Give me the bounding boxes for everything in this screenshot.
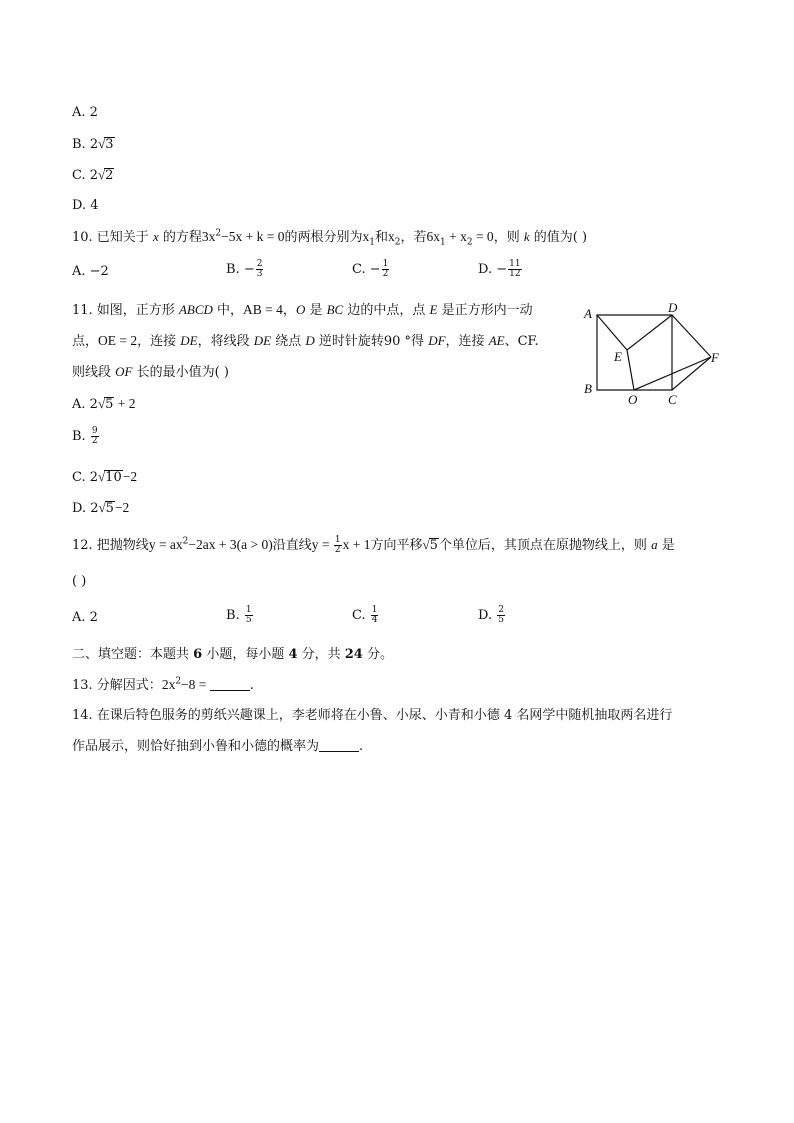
q13-stem: 13. 分解因式：$2x^2-8$ = . [72, 676, 254, 693]
q12-option-a: A. 2 [72, 610, 98, 625]
label-d: D [668, 300, 678, 315]
segment-de [627, 315, 672, 350]
q14-line2: 作品展示，则恰好抽到小鲁和小德的概率为 . [72, 739, 364, 754]
label-o: O [628, 392, 638, 407]
q12-stem: 12. 把抛物线$y = ax^2-2ax + 3(a > 0)$沿直线y = $\frac{1}{2}$ x + 1方向平移√5个单位后，其顶点在原抛物线上，则 a 是 [72, 535, 675, 555]
label-b: B [584, 381, 592, 396]
q10-stem: 10. 已知关于 x 的方程$3x^2-5x + k = 0$的两根分别为$x_1$和$x_2$，若$6x_1 + x_2 = 0$，则 k 的值为( ) [72, 228, 588, 248]
q11-line2: 点，OE = 2，连接 DE，将线段 DE 绕点 D 逆时针旋转90 °得 DF，连接 AE、CF. [72, 333, 539, 349]
q10-option-d: D. − $\frac{11}{12}$ [478, 259, 521, 279]
q14-line1: 14. 在课后特色服务的剪纸兴趣课上，李老师将在小鲁、小尿、小青和小德 4 名网学中随机抽取两名进行 [72, 708, 673, 723]
q9-option-c: C. 2√2 [72, 167, 114, 183]
segment-ae [597, 315, 627, 350]
segment-df [672, 315, 711, 357]
label-f: F [711, 350, 719, 365]
q11-option-a: A. 2√5 + 2 [72, 396, 136, 412]
q14-answer-blank[interactable] [319, 739, 359, 752]
q12-option-d: D. $\frac{2}{5}$ [478, 605, 504, 625]
q9-option-d: D. 4 [72, 198, 99, 213]
q12-option-c: C. $\frac{1}{4}$ [352, 605, 378, 625]
segment-fc [672, 357, 711, 390]
q11-option-d: D. 2√5−2 [72, 500, 130, 516]
q10-option-c: C. − $\frac{1}{2}$ [352, 259, 389, 279]
q12-option-b: B. $\frac{1}{5}$ [226, 605, 252, 625]
q12-paren: ( ) [72, 574, 87, 589]
q11-option-b: B. $\frac{9}{2}$ [72, 426, 98, 446]
segment-eo [627, 350, 634, 390]
q9-option-a: A. 2 [72, 105, 98, 120]
label-a: A [584, 306, 592, 321]
q11-line3: 则线段 OF 长的最小值为( ) [72, 364, 229, 380]
label-e: E [614, 349, 622, 364]
q13-answer-blank[interactable] [210, 678, 250, 691]
section-2-header: 二、填空题：本题共 6 小题，每小题 4 分，共 24 分。 [72, 647, 393, 662]
q9-option-b: B. 2√3 [72, 136, 114, 152]
q10-option-b: B. − $\frac{2}{3}$ [226, 259, 263, 279]
label-c: C [668, 392, 677, 407]
q11-line1: 11. 如图，正方形 ABCD 中，AB = 4，O 是 BC 边的中点，点 E 是正方形内一动 [72, 302, 533, 318]
q11-option-c: C. 2√10−2 [72, 469, 138, 485]
q11-geometry-figure [580, 300, 730, 410]
q10-option-a: A. −2 [72, 264, 109, 279]
